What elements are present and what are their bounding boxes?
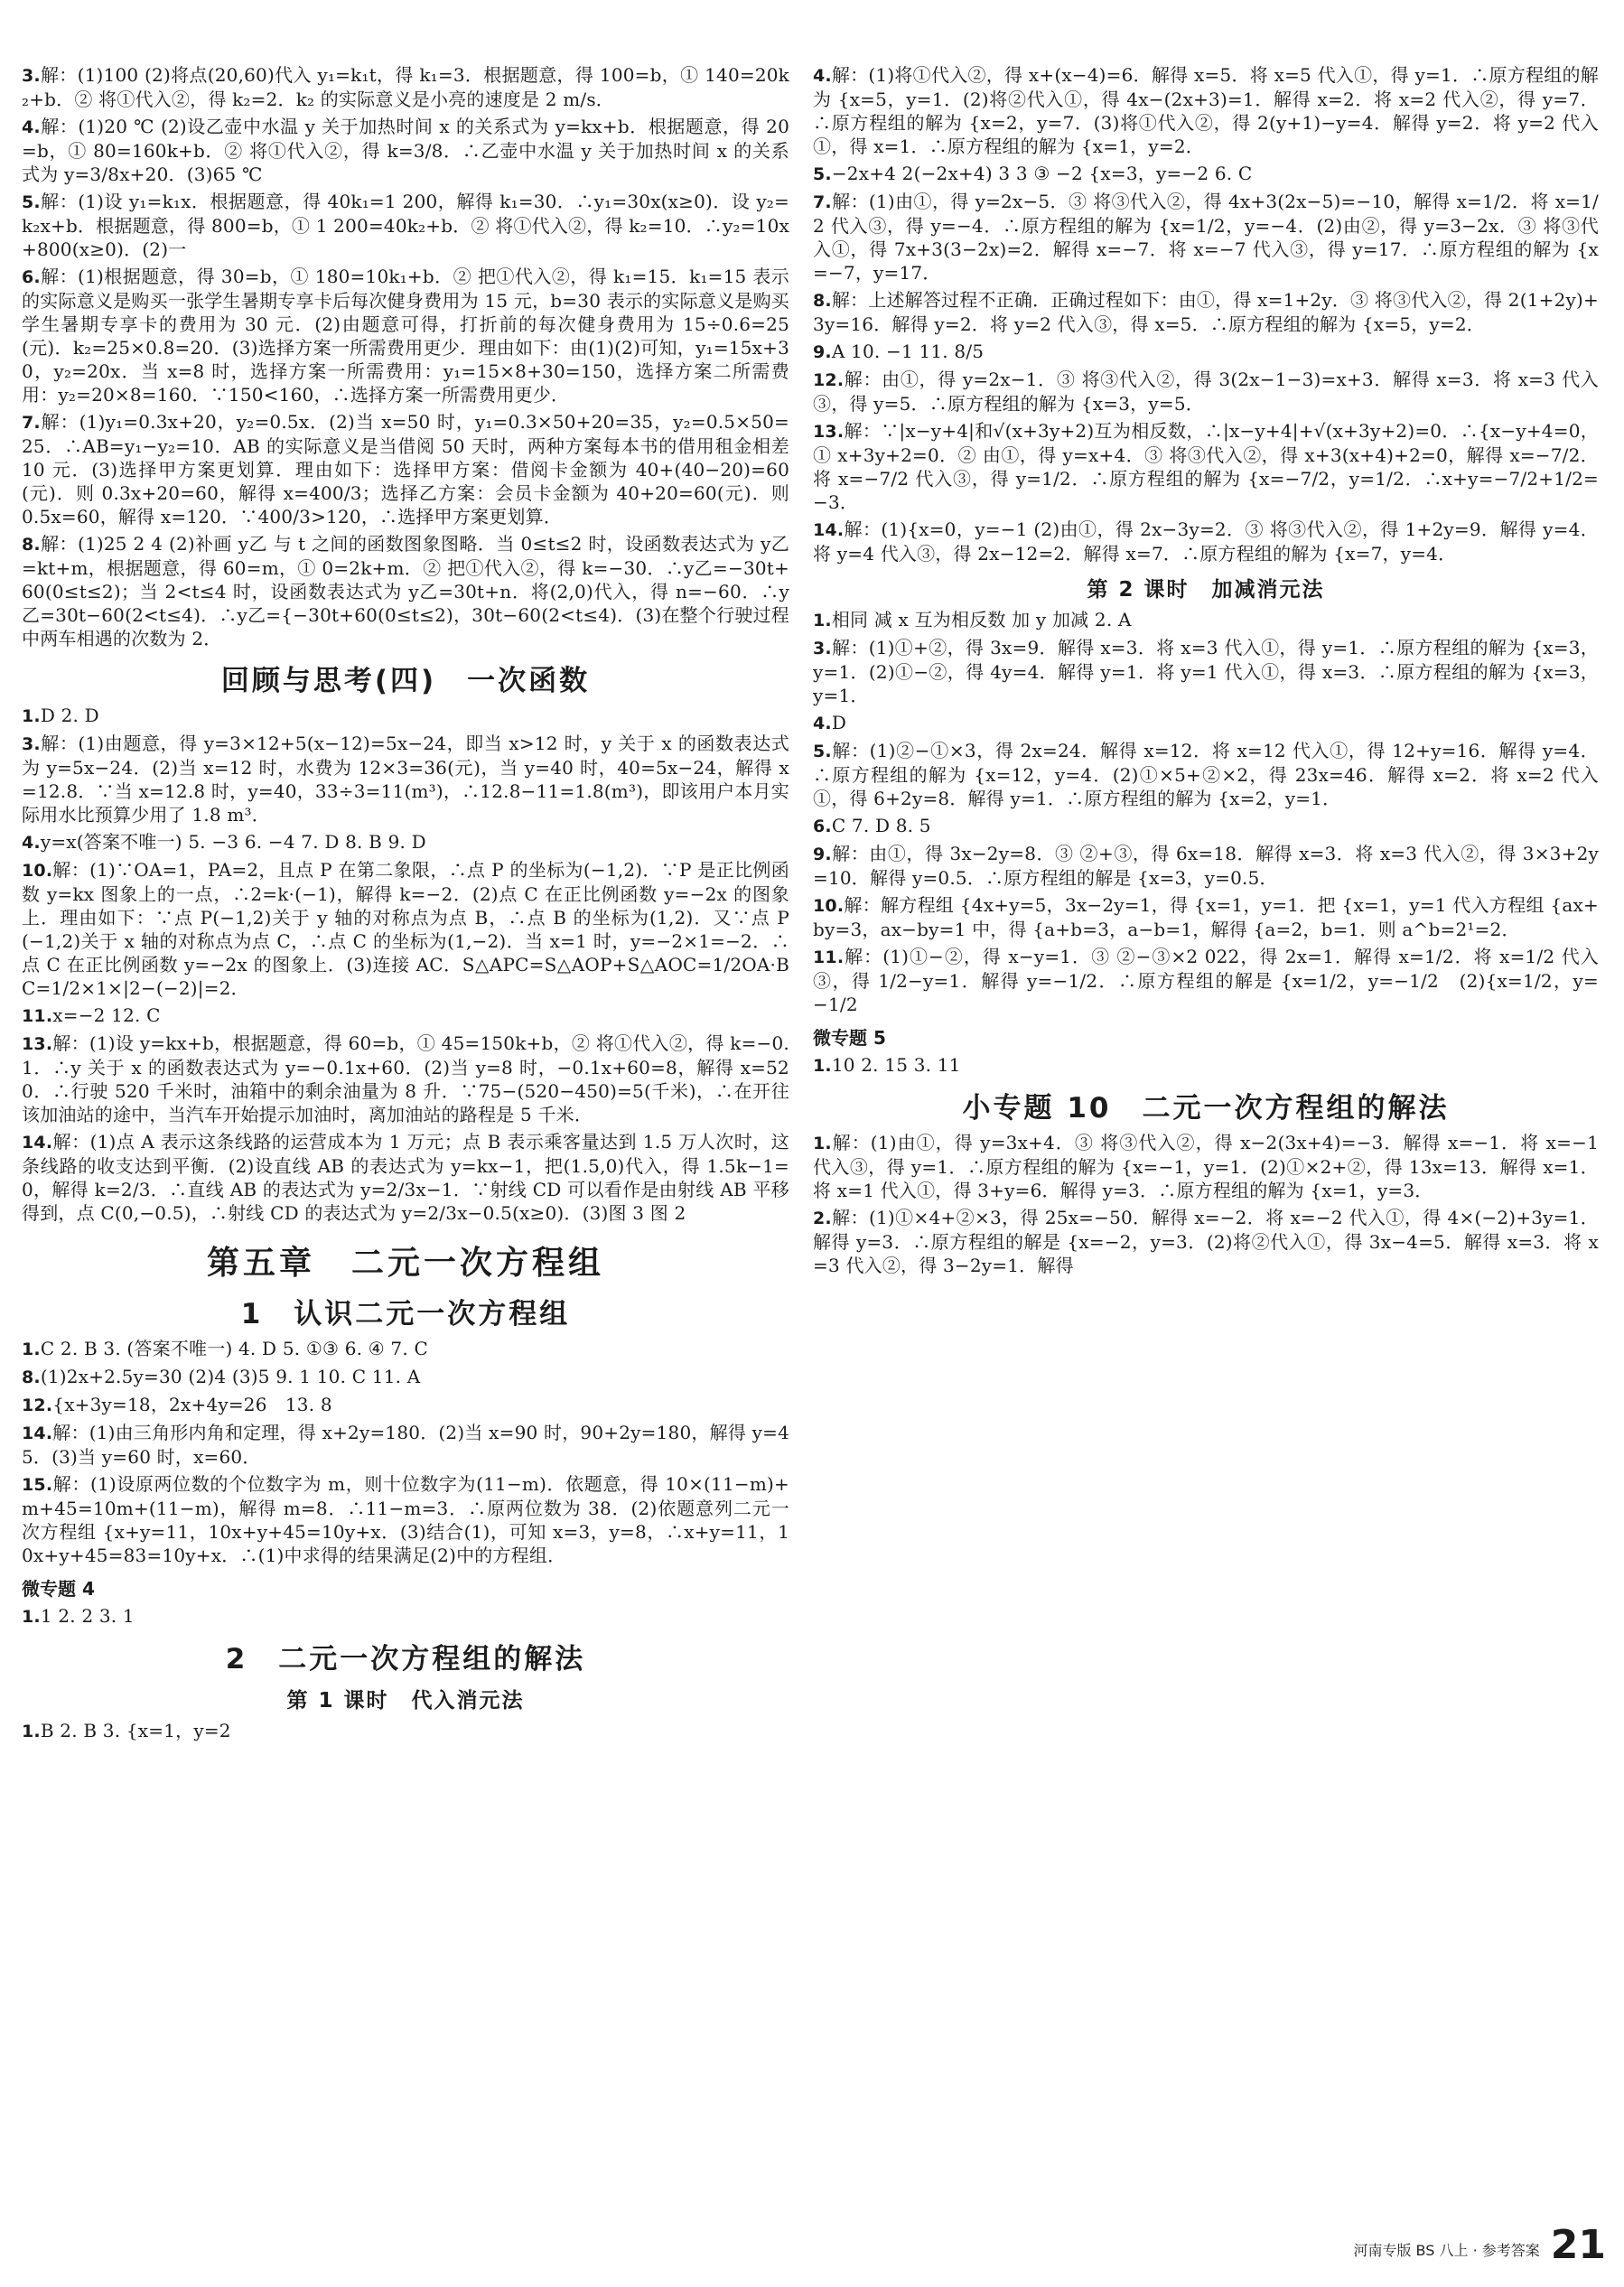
answer-text: x=−2 12. C [52,1004,161,1026]
answer-text: 解：(1)100 (2)将点(20,60)代入 y₁=k₁t，得 k₁=3．根据题意，得 100=b，① 140=20k₂+b．② 将①代入②，得 k₂=2．k₂ 的实际意义是小亮的速度是 2 m/s． [22,64,789,110]
answer-text: −2x+4 2(−2x+4) 3 3 ③ −2 {x=3，y=−2 6. C [831,163,1253,184]
lesson-heading: 第 2 课时 加减消元法 [1087,578,1325,602]
answer-number: 8. [22,535,41,555]
right-column [813,63,1599,2231]
answer-text: 1 2. 2 3. 1 [40,1605,135,1627]
section-heading: 回顾与思考(四) 一次函数 [220,665,591,697]
answer-number: 5. [22,192,41,212]
answer-text: 解：(1)①+②，得 3x=9．解得 x=3．将 x=3 代入①，得 y=1．∴原方程组的解为 {x=3，y=1．(2)①−②，得 4y=4．解得 y=1．将 y=1 代入①，得 x=3．∴原方程组的解为 {x=3，y=1． [813,637,1599,706]
answer-text: C 7. D 8. 5 [831,815,931,836]
answer-number: 11. [22,1006,53,1026]
page-footer [1353,2222,1606,2268]
mini-heading: 微专题 5 [813,1027,886,1049]
answer-item [22,1719,789,1743]
answer-item [22,410,789,528]
answer-text: A 10. −1 11. 8/5 [831,341,985,362]
answer-number: 12. [813,370,845,390]
answer-number: 12. [22,1396,53,1415]
answer-number: 14. [813,520,845,540]
page-number: 21 [1550,2222,1606,2268]
answer-text: 解：(1)由①，得 y=2x−5．③ 将③代入②，得 4x+3(2x−5)=−10，解得 x=1/2．将 x=1/2 代入③，得 y=−4．∴原方程组的解为 {x=1/2，y=−4．(2)由②，得 y=3−2x．③ 将③代入①，得 7x+3(3−2x)=2．解得 x=−7．将 x=−7 代入③，得 y=17．∴原方程组的解为 {x=−7，y=17． [813,191,1599,284]
answer-number: 5. [813,742,832,761]
answer-item [22,1393,789,1417]
answer-item [813,419,1599,514]
answer-item [813,368,1599,415]
lesson-heading: 第 1 课时 代入消元法 [286,1689,525,1713]
answer-item [813,340,1599,364]
answer-item [22,115,789,186]
answer-text: 解：由①，得 y=2x−1．③ 将③代入②，得 3(2x−1−3)=x+3．解得 x=3．将 x=3 代入③，得 y=5．∴原方程组的解为 {x=3，y=5． [813,369,1599,415]
answer-number: 14. [22,1424,53,1443]
answer-item [813,608,1599,632]
answer-text: 解：(1)由①，得 y=3x+4．③ 将③代入②，得 x−2(3x+4)=−3．解得 x=−1．将 x=−1 代入③，得 y=1．∴原方程组的解为 {x=−1，y=1．(2)①×2+②，得 13x=13．解得 x=1．将 x=1 代入①，得 3+y=6．解得 y=3．∴原方程组的解为 {x=1，y=3． [813,1132,1599,1201]
answer-text: D 2. D [40,705,99,726]
answer-text: 解：(1)25 2 4 (2)补画 y乙 与 t 之间的函数图象图略．当 0≤t≤2 时，设函数表达式为 y乙=kt+m，根据题意，得 60=m，① 0=2k+m．② 把①代入②，得 k=−30．∴y乙=−30t+60(0≤t≤2)；当 2<t≤4 时，设函数表达式为 y乙=30t+n．将(2,0)代入，得 n=−60．∴y乙=30t−60(2<t≤4)．∴y乙={−30t+60(0≤t≤2)，30t−60(2<t≤4)．(3)在整个行驶过程中两车相遇的次数为 2． [22,533,789,649]
answer-text: 解：(1)②−①×3，得 2x=24．解得 x=12．将 x=12 代入①，得 12+y=16．解得 y=4．∴原方程组的解为 {x=12，y=4．(2)①×5+②×2，得 23x=46．解得 x=2．将 x=2 代入①，得 6+2y=8．解得 y=1．∴原方程组的解为 {x=2，y=1． [813,740,1599,809]
answer-item [22,858,789,1000]
answer-item [22,1365,789,1389]
answer-item [22,830,789,854]
answer-number: 1. [813,1056,832,1076]
answer-number: 10. [22,861,53,881]
answer-item [813,842,1599,890]
answer-item [22,732,789,826]
answer-item [22,265,789,406]
answer-item [813,711,1599,735]
answer-text: 解：(1){x=0，y=−1 (2)由①，得 2x−3y=2．③ 将③代入②，得 1+2y=9．解得 y=4．将 y=4 代入③，得 2x−12=2．解得 x=7．∴原方程组的解为 {x=7，y=4． [813,518,1599,565]
answer-item [813,636,1599,707]
answer-number: 1. [22,1340,41,1359]
answer-text: 解：(1)20 ℃ (2)设乙壶中水温 y 关于加热时间 x 的关系式为 y=kx+b．根据题意，得 20=b，① 80=160k+b．② 将①代入②，得 k=3/8．∴乙壶中水温 y 关于加热时间 x 的关系式为 y=3/8x+20．(3)65 ℃ [22,116,789,185]
answer-item [22,704,789,728]
answer-item [813,945,1599,1016]
answer-number: 5. [813,164,832,184]
answer-number: 7. [22,413,41,433]
answer-item [22,1421,789,1469]
answer-text: 解：(1)∵OA=1，PA=2，且点 P 在第二象限，∴点 P 的坐标为(−1,2)．∵P 是正比例函数 y=kx 图象上的一点，∴2=k·(−1)，解得 k=−2．(2)点 C 在正比例函数 y=−2x 的图象上．理由如下：∵点 P(−1,2)关于 y 轴的对称点为点 B，∴点 B 的坐标为(1,2)．又∵点 P(−1,2)关于 x 轴的对称点为点 C，∴点 C 的坐标为(1,−2)．当 x=1 时，y=−2×1=−2．∴点 C 在正比例函数 y=−2x 的图象上．(3)连接 AC．S△APC=S△AOP+S△AOC=1/2OA·BC=1/2×1×|2−(−2)|=2． [22,859,789,999]
answer-text: 解：(1)设原两位数的个位数字为 m，则十位数字为(11−m)．依题意，得 10×(11−m)+m+45=10m+(11−m)，解得 m=8．∴11−m=3．∴原两位数为 38．(2)依题意列二元一次方程组 {x+y=11，10x+y+45=10y+x．(3)结合(1)，可知 x=3，y=8，∴x+y=11，10x+y+45=83=10y+x．∴(1)中求得的结果满足(2)中的方程组． [22,1473,789,1566]
answer-text: 解：由①，得 3x−2y=8．③ ②+③，得 6x=18．解得 x=3．将 x=3 代入②，得 3×3+2y=10．解得 y=0.5．∴原方程组的解是 {x=3，y=0.5． [813,843,1599,889]
answer-number: 1. [22,1607,41,1627]
answer-item [22,1472,789,1567]
answer-number: 1. [22,1722,41,1741]
answer-text: 10 2. 15 3. 11 [831,1054,961,1076]
answer-number: 6. [813,817,832,836]
answer-text: B 2. B 3. {x=1，y=2 [40,1720,231,1741]
answer-item [813,162,1599,186]
answer-number: 11. [813,947,845,967]
answer-number: 4. [813,714,832,733]
answer-item [22,1337,789,1361]
answer-number: 13. [22,1034,53,1054]
answer-item [22,1130,789,1225]
answer-text: 解：(1)将①代入②，得 x+(x−4)=6．解得 x=5．将 x=5 代入①，得 y=1．∴原方程组的解为 {x=5，y=1．(2)将②代入①，得 4x−(2x+3)=1．解得 x=2．将 x=2 代入②，得 y=7．∴原方程组的解为 {x=2，y=7．(3)将①代入②，得 2(y+1)−y=4．解得 y=2．将 y=2 代入①，得 x=1．∴原方程组的解为 {x=1，y=2． [813,64,1599,157]
answer-number: 1. [813,611,832,630]
answer-item [813,1053,1599,1078]
section-heading: 1 认识二元一次方程组 [240,1298,571,1330]
section-heading: 小专题 10 二元一次方程组的解法 [962,1092,1450,1125]
answer-item [813,518,1599,565]
answer-item [813,1131,1599,1202]
answer-text: 解：∵|x−y+4|和√(x+3y+2)互为相反数，∴|x−y+4|+√(x+3y+2)=0．∴{x−y+4=0，① x+3y+2=0．② 由①，得 y=x+4．③ 将③代入②，得 x+3(x+4)+2=0，解得 x=−7/2．将 x=−7/2 代入③，得 y=1/2．∴原方程组的解为 {x=−7/2，y=1/2．∴x+y=−7/2+1/2=−3． [813,420,1599,513]
chapter-heading: 第五章 二元一次方程组 [206,1245,604,1282]
answer-text: y=x(答案不唯一) 5. −3 6. −4 7. D 8. B 9. D [40,831,426,853]
answer-item [22,1003,789,1028]
answer-text: (1)2x+2.5y=30 (2)4 (3)5 9. 1 10. C 11. A [40,1366,421,1387]
answer-number: 1. [813,1134,832,1153]
answer-text: 解：上述解答过程不正确．正确过程如下：由①，得 x=1+2y．③ 将③代入②，得 2(1+2y)+3y=16．解得 y=2．将 y=2 代入③，得 x=5．∴原方程组的解为 {x=5，y=2． [813,289,1599,335]
answer-number: 15. [22,1475,53,1495]
answer-text: 解：(1)设 y₁=k₁x．根据题意，得 40k₁=1 200，解得 k₁=30．∴y₁=30x(x≥0)．设 y₂=k₂x+b．根据题意，得 800=b，① 1 200=40k₂+b．② 将①代入②，得 k₂=10．∴y₂=10x+800(x≥0)．(2)一 [22,191,789,260]
answer-text: 解：(1)①×4+②×3，得 25x=−50．解得 x=−2．将 x=−2 代入①，得 4×(−2)+3y=1．解得 y=3．∴原方程组的解是 {x=−2，y=3．(2)将②代入①，得 3x−4=5．解得 x=3．将 x=3 代入②，得 3−2y=1．解得 [813,1207,1599,1276]
mini-heading: 微专题 4 [22,1578,95,1600]
answer-item [813,63,1599,158]
answer-text: {x+3y=18，2x+4y=26 13. 8 [52,1394,332,1415]
answer-text: 解：(1)①−②，得 x−y=1．③ ②−③×2 022，得 2x=1．解得 x=1/2．将 x=1/2 代入③，得 1/2−y=1．解得 y=−1/2．∴原方程组的解是 {x=1/2，y=−1/2 (2){x=1/2，y=−1/2 [813,946,1599,1015]
answer-text: 解：(1)由题意，得 y=3×12+5(x−12)=5x−24，即当 x>12 时，y 关于 x 的函数表达式为 y=5x−24．(2)当 x=12 时，水费为 12×3=36(元)，当 y=40 时，40=5x−24，解得 x=12.8．∵当 x=12.8 时，y=40，33÷3=11(m³)，∴12.8−11=1.8(m³)，即该用户本月实际用水比预算少用了 1.8 m³． [22,733,789,826]
answer-text: D [831,712,847,733]
answer-number: 6. [22,267,41,287]
answer-number: 9. [813,845,832,864]
answer-text: 解：(1)根据题意，得 30=b，① 180=10k₁+b．② 把①代入②，得 k₁=15．k₁=15 表示的实际意义是购买一张学生暑期专享卡后每次健身费用为 15 元，b=30 表示的实际意义是购买学生暑期专享卡的费用为 30 元．(2)由题意可得，打折前的每次健身费用为 15÷0.6=25(元)．k₂=25×0.8=20．(3)选择方案一所需费用更少．理由如下：由(1)(2)可知，y₁=15x+30，y₂=20x．当 x=8 时，选择方案一所需费用：y₁=15×8+30=150，选择方案二所需费用：y₂=20×8=160．∵150<160，∴选择方案一所需费用更少． [22,266,789,406]
answer-number: 13. [813,422,845,442]
answer-number: 4. [22,117,41,137]
answer-number: 14. [22,1133,53,1153]
answer-number: 9. [813,342,832,362]
answer-number: 4. [22,833,41,853]
answer-number: 8. [22,1368,41,1387]
answer-number: 4. [813,66,832,86]
answer-number: 7. [813,192,832,212]
answer-item [22,1604,789,1629]
left-column [22,63,789,2231]
answer-text: 相同 减 x 互为相反数 加 y 加减 2. A [831,609,1132,630]
answer-number: 1. [22,706,41,726]
answer-item [813,190,1599,285]
answer-item [813,288,1599,336]
answer-number: 10. [813,896,845,916]
answer-text: 解：(1)由三角形内角和定理，得 x+2y=180．(2)当 x=90 时，90+2y=180，解得 y=45．(3)当 y=60 时，x=60． [22,1422,789,1468]
answer-number: 3. [22,66,41,86]
answer-item [813,814,1599,838]
answer-number: 3. [813,639,832,658]
answer-item [22,532,789,650]
answer-item [22,190,789,261]
answer-text: C 2. B 3. (答案不唯一) 4. D 5. ①③ 6. ④ 7. C [40,1338,428,1359]
answer-item [813,739,1599,810]
answer-text: 解：(1)点 A 表示这条线路的运营成本为 1 万元；点 B 表示乘客量达到 1.5 万人次时，这条线路的收支达到平衡．(2)设直线 AB 的表达式为 y=kx−1，把(1.5,0)代入，得 1.5k−1=0，解得 k=2/3．∴直线 AB 的表达式为 y=2/3x−1．∵射线 CD 可以看作是由射线 AB 平移得到，点 C(0,−0.5)，∴射线 CD 的表达式为 y=2/3x−0.5(x≥0)．(3)图 3 图 2 [22,1131,789,1224]
answer-item [22,1031,789,1126]
answer-text: 解：解方程组 {4x+y=5，3x−2y=1，得 {x=1，y=1．把 {x=1，y=1 代入方程组 {ax+by=3，ax−by=1 中，得 {a+b=3，a−b=1，解得 {a=2，b=1．则 a^b=2¹=2． [813,894,1599,940]
answer-text: 解：(1)设 y=kx+b，根据题意，得 60=b，① 45=150k+b，② 将①代入②，得 k=−0.1．∴y 关于 x 的函数表达式为 y=−0.1x+60．(2)当 y=8 时，−0.1x+60=8，解得 x=520．∴行驶 520 千米时，油箱中的剩余油量为 8 升．∵75−(520−450)=5(千米)，∴在开往该加油站的途中，当汽车开始提示加油时，离加油站的路程是 5 千米． [22,1032,789,1125]
section-heading: 2 二元一次方程组的解法 [225,1643,586,1676]
answer-item [813,893,1599,941]
answer-number: 3. [22,734,41,754]
answer-item [813,1206,1599,1277]
answer-number: 2. [813,1209,832,1228]
answer-number: 8. [813,291,832,311]
answer-item [22,63,789,111]
answer-text: 解：(1)y₁=0.3x+20，y₂=0.5x．(2)当 x=50 时，y₁=0.3×50+20=35，y₂=0.5×50=25．∴AB=y₁−y₂=10．AB 的实际意义是当借阅 50 天时，两种方案每本书的借用租金相差 10 元．(3)选择甲方案更划算．理由如下：选择甲方案：借阅卡金额为 40+(40−20)=60(元)．则 0.3x+20=60，解得 x=400/3；选择乙方案：会员卡金额为 40+20=60(元)．则 0.5x=60，解得 x=120．∵400/3>120，∴选择甲方案更划算． [22,411,789,527]
footer-label: 河南专版 BS 八上 · 参考答案 [1353,2242,1540,2259]
